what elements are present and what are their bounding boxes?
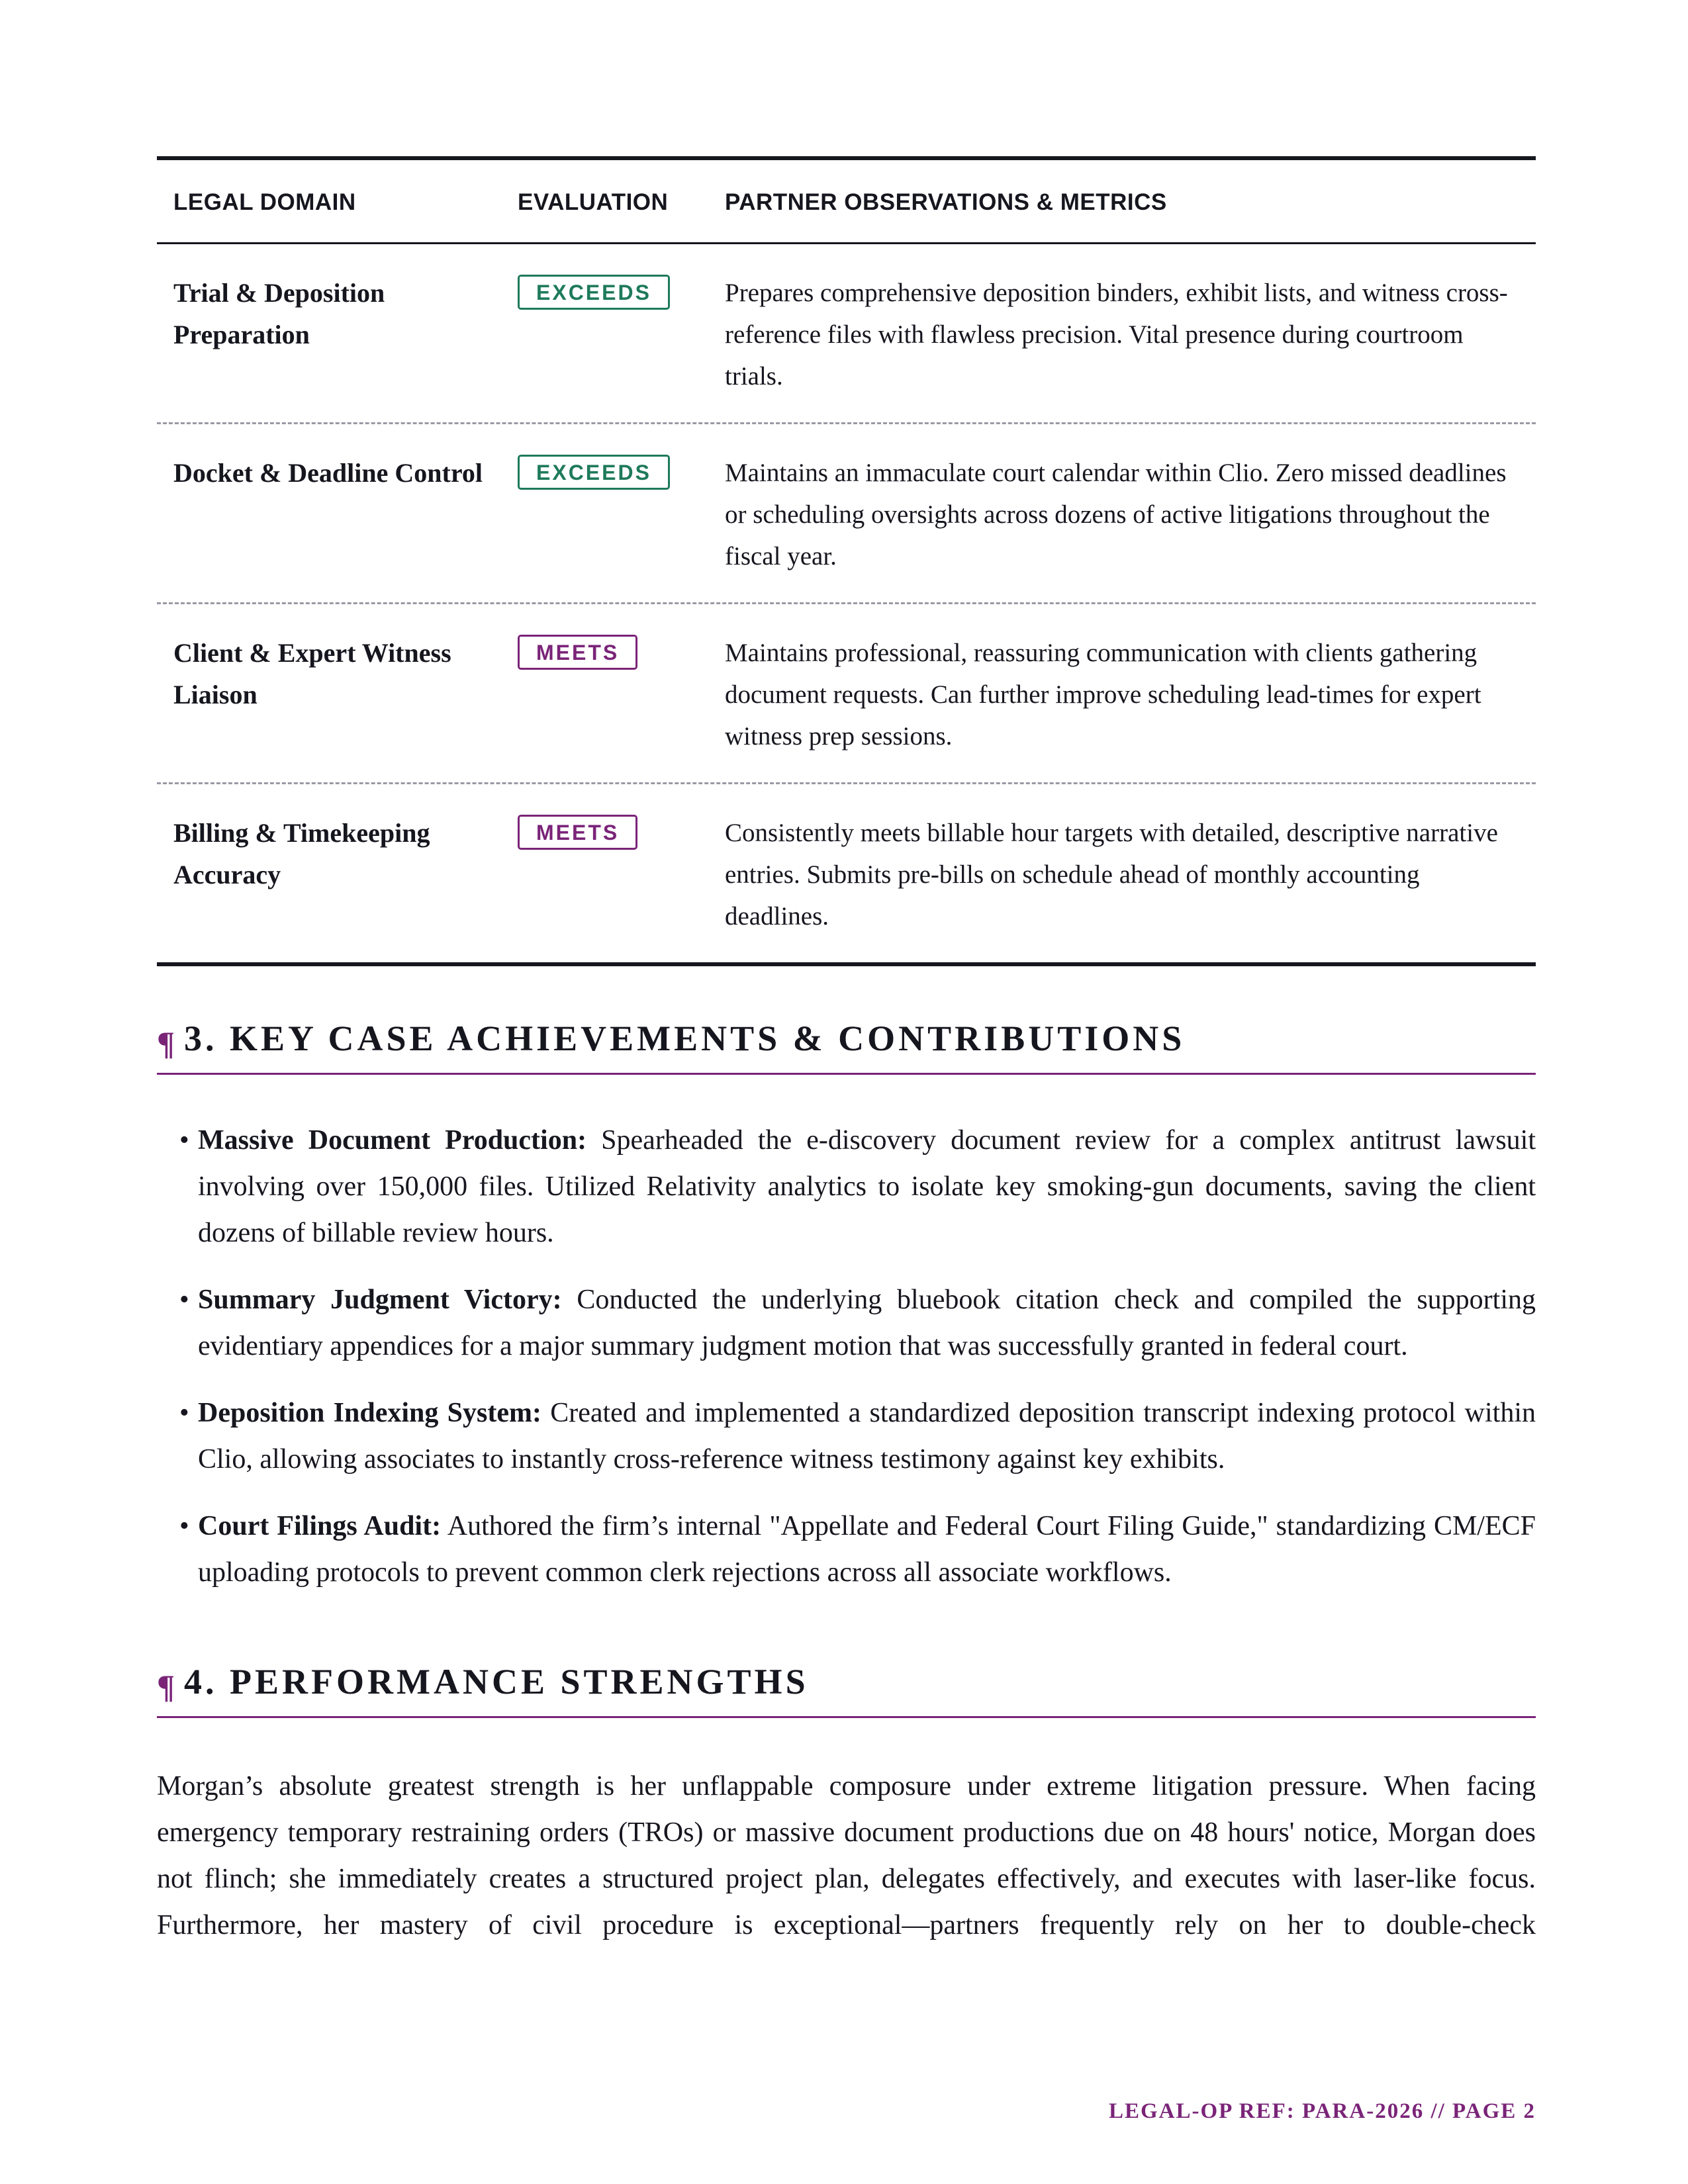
status-badge: MEETS — [518, 635, 637, 670]
bullet-icon: • — [179, 1511, 189, 1541]
row-notes: Maintains an immaculate court calendar within Clio. Zero missed deadlines or scheduling oversights across dozens of active litigations throughout the fiscal year. — [725, 459, 1507, 570]
status-badge: EXCEEDS — [518, 275, 670, 310]
header-legal-domain: LEGAL DOMAIN — [173, 189, 356, 215]
list-item — [157, 1277, 1536, 1369]
status-badge: EXCEEDS — [518, 455, 670, 490]
row-notes: Consistently meets billable hour targets with detailed, descriptive narrative entries. Submits pre-bills on schedule ahead of monthly accounting deadlines. — [725, 819, 1498, 931]
list-item — [157, 1117, 1536, 1256]
header-partner-observations: PARTNER OBSERVATIONS & METRICS — [725, 189, 1167, 215]
pilcrow-icon: ¶ — [157, 1024, 175, 1062]
section-4-heading — [157, 1661, 1536, 1718]
strengths-paragraph: Morgan’s absolute greatest strength is her unflappable composure under extreme litigation pressure. When facing emergency temporary restraining orders (TROs) or massive document productions due on 48 hours' notice, Morgan does not flinch; she immediately creates a structured project plan, delegates effectively, and executes with laser-like focus. Furthermore, her mastery of civil procedure is exceptional—partners frequently rely on her to double-check — [157, 1771, 1536, 1940]
achievement-lead: Court Filings Audit: — [198, 1511, 442, 1541]
table-header — [157, 160, 1536, 244]
row-notes: Prepares comprehensive deposition binders, exhibit lists, and witness cross-reference files with flawless precision. Vital presence during courtroom trials. — [725, 279, 1508, 390]
achievement-lead: Deposition Indexing System: — [198, 1398, 541, 1428]
achievement-text: Authored the firm’s internal "Appellate and Federal Court Filing Guide," standardizing CM/ECF uploading protocols to prevent common clerk rejections across all associate workflows. — [198, 1511, 1536, 1588]
achievement-lead: Summary Judgment Victory: — [198, 1285, 562, 1315]
achievements-list — [157, 1117, 1536, 1616]
achievement-text: Spearheaded the e-discovery document review for a complex antitrust lawsuit involving over 150,000 files. Utilized Relativity analytics to isolate key smoking-gun documents, saving the client dozens of billable review hours. — [198, 1125, 1536, 1248]
bullet-icon: • — [179, 1398, 189, 1428]
evaluation-table — [157, 156, 1536, 966]
row-notes: Maintains professional, reassuring communication with clients gathering document requests. Can further improve scheduling lead-times for expert witness prep sessions. — [725, 639, 1481, 751]
achievement-text: Created and implemented a standardized deposition transcript indexing protocol within Clio, allowing associates to instantly cross-reference witness testimony against key exhibits. — [198, 1398, 1536, 1475]
section-4-title: 4. PERFORMANCE STRENGTHS — [184, 1662, 809, 1702]
status-badge: MEETS — [518, 815, 637, 850]
row-domain: Trial & Deposition Preparation — [173, 278, 385, 349]
table-row — [157, 782, 1536, 962]
list-item — [157, 1503, 1536, 1596]
section-3-heading — [157, 1018, 1536, 1075]
page-footer-ref: LEGAL-OP REF: PARA-2026 // PAGE 2 — [1108, 2099, 1536, 2123]
table-row — [157, 244, 1536, 422]
pilcrow-icon: ¶ — [157, 1668, 175, 1705]
bullet-icon: • — [179, 1285, 189, 1315]
row-domain: Billing & Timekeeping Accuracy — [173, 818, 430, 889]
header-evaluation: EVALUATION — [518, 189, 669, 215]
bullet-icon: • — [179, 1125, 189, 1156]
list-item — [157, 1390, 1536, 1482]
row-domain: Docket & Deadline Control — [173, 458, 483, 488]
achievement-text: Conducted the underlying bluebook citation check and compiled the supporting evidentiary appendices for a major summary judgment motion that was successfully granted in federal court. — [198, 1285, 1536, 1361]
achievement-lead: Massive Document Production: — [198, 1125, 587, 1156]
section-3-title: 3. KEY CASE ACHIEVEMENTS & CONTRIBUTIONS — [184, 1019, 1186, 1058]
table-row — [157, 422, 1536, 602]
row-domain: Client & Expert Witness Liaison — [173, 638, 451, 709]
table-row — [157, 602, 1536, 782]
